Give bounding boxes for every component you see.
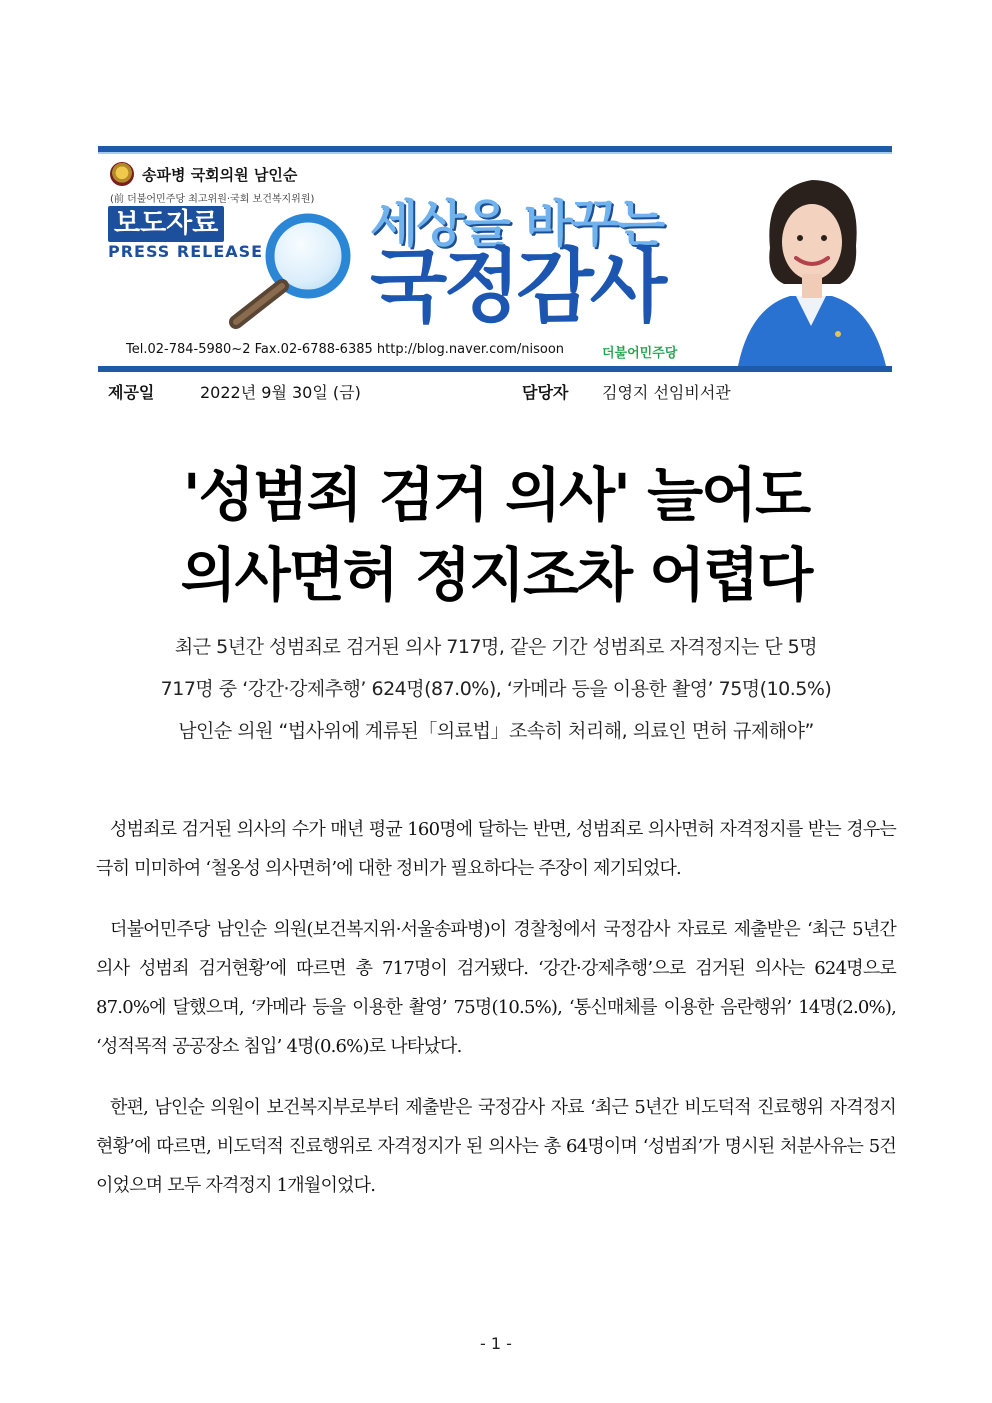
banner-top-rule-light xyxy=(98,152,892,154)
subheadline: 최근 5년간 성범죄로 검거된 의사 717명, 같은 기간 성범죄로 자격정지는 단 5명 xyxy=(174,636,818,658)
subheadline: 남인순 의원 “법사위에 계류된「의료법」조속히 처리해, 의료인 면허 규제해야” xyxy=(178,720,814,742)
subheadline: 717명 중 ‘강간·강제추행’ 624명(87.0%), ‘카메라 등을 이용한 촬영’ 75명(10.5%) xyxy=(160,678,832,700)
banner-headline-top: 세상을 바꾸는 xyxy=(370,195,664,253)
subheadlines xyxy=(0,626,992,752)
provided-date xyxy=(108,380,361,403)
headline-line-2: 의사면허 정지조차 어렵다 xyxy=(180,541,812,609)
body-paragraph: 성범죄로 검거된 의사의 수가 매년 평균 160명에 달하는 반면, 성범죄로 의사면허 자격정지를 받는 경우는 극히 미미하여 ‘철옹성 의사면허’에 대한 정비가 필요하다는 주장이 제기되었다. xyxy=(96,819,896,879)
article-body xyxy=(96,810,896,1227)
provided-date-value: 2022년 9월 30일 (금) xyxy=(200,383,361,402)
member-former-titles: (前 더불어민주당 최고위원·국회 보건복지위원) xyxy=(110,194,315,205)
person-in-charge-label: 담당자 xyxy=(522,383,569,402)
person-in-charge xyxy=(522,380,731,403)
member-name: 송파병 국회의원 남인순 xyxy=(142,166,298,184)
provided-date-label: 제공일 xyxy=(108,383,155,402)
body-paragraph: 더불어민주당 남인순 의원(보건복지위·서울송파병)이 경찰청에서 국정감사 자료로 제출받은 ‘최근 5년간 의사 성범죄 검거현황’에 따르면 총 717명이 검거됐다. ‘강간·강제추행’으로 검거된 의사는 624명으로 87.0%에 달했으며, ‘카메라 등을 이용한 촬영’ 75명(10.5%), ‘통신매체를 이용한 음란행위’ 14명(2.0%), ‘성적목적 공공장소 침입’ 4명(0.6%)로 나타났다. xyxy=(96,919,896,1057)
national-assembly-emblem-icon xyxy=(110,162,134,186)
party-name: 더불어민주당 xyxy=(602,346,678,361)
headline-line-1: '성범죄 검거 의사' 늘어도 xyxy=(182,461,810,529)
press-release-label-en: PRESS RELEASE xyxy=(108,242,264,261)
person-in-charge-value: 김영지 선임비서관 xyxy=(602,383,731,402)
page-number: - 1 - xyxy=(480,1334,512,1353)
lawmaker-portrait xyxy=(730,158,892,366)
contact-info: Tel.02-784-5980~2 Fax.02-6788-6385 http://blog.naver.com/nisoon xyxy=(126,342,565,357)
magnifier-icon xyxy=(226,210,366,330)
banner-bottom-rule xyxy=(98,366,892,372)
press-release-banner xyxy=(98,146,892,372)
body-paragraph: 한편, 남인순 의원이 보건복지부로부터 제출받은 국정감사 자료 ‘최근 5년간 비도덕적 진료행위 자격정지 현황’에 따르면, 비도덕적 진료행위로 자격정지가 된 의사는 총 64명이며 ‘성범죄’가 명시된 처분사유는 5건이었으며 모두 자격정지 1개월이었다. xyxy=(96,1097,896,1196)
banner-headline-main: 국정감사 xyxy=(370,240,664,333)
press-release-label-ko: 보도자료 xyxy=(108,206,224,242)
